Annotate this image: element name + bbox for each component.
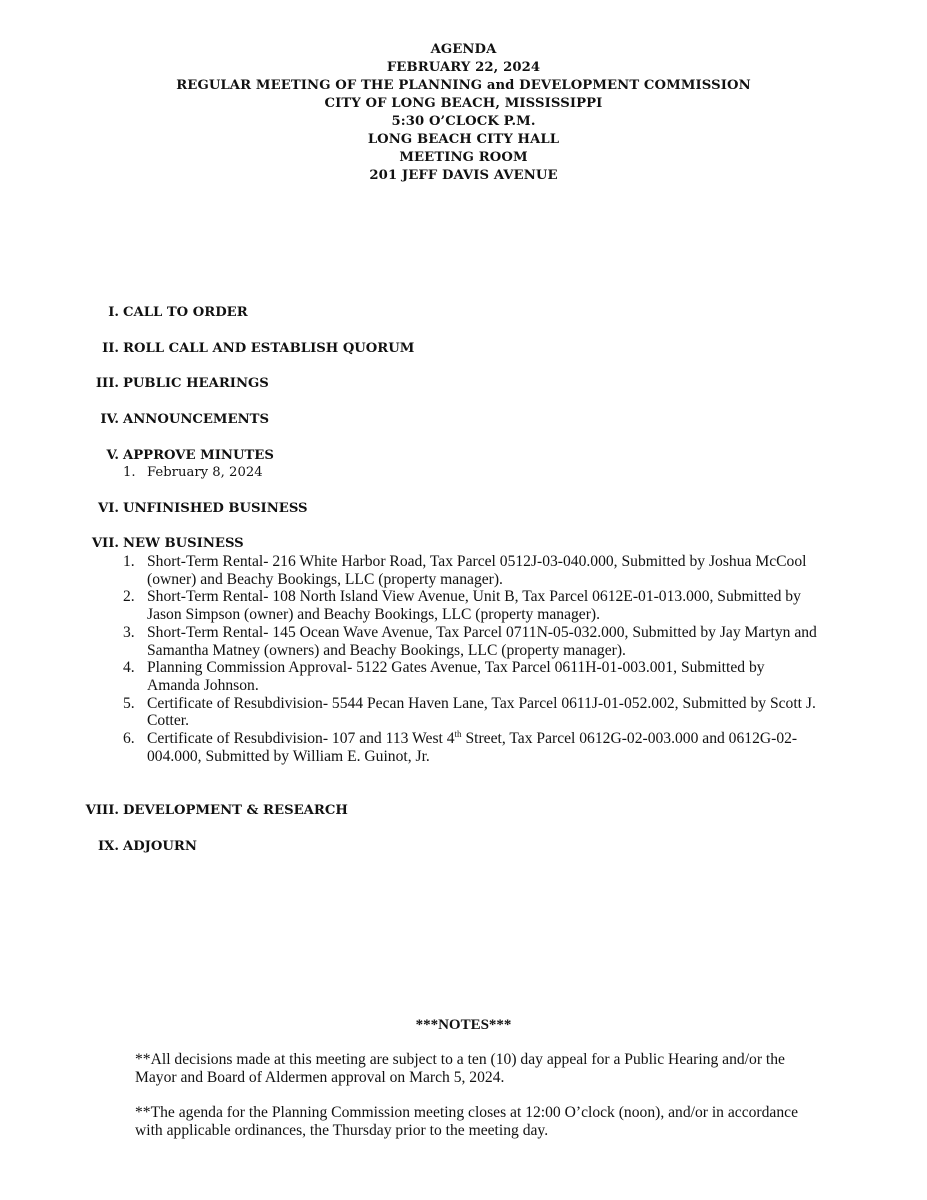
item-text-part: Street, Tax Parcel 0612G-02-003.000 and 0612G-02-004.000, Submitted by William E. Guinot, Jr.: [147, 730, 798, 765]
header-time: 5:30 O’CLOCK P.M.: [391, 114, 536, 129]
list-item: [0, 695, 817, 730]
item-text: Short-Term Rental- 216 White Harbor Road, Tax Parcel 0512J-03-040.000, Submitted by Joshua McCool (owner) and Beachy Bookings, LLC (property manager).: [147, 553, 807, 588]
header-meeting-type: REGULAR MEETING OF THE PLANNING and DEVELOPMENT COMMISSION: [176, 78, 751, 93]
header-date: FEBRUARY 22, 2024: [386, 60, 541, 75]
item-text: [147, 730, 817, 765]
section-title: ADJOURN: [123, 839, 197, 854]
section-number: IV.: [100, 412, 119, 427]
section-number: VIII.: [85, 803, 119, 818]
ordinal-suffix: th: [454, 728, 462, 739]
header-title: AGENDA: [430, 42, 497, 57]
section-title: APPROVE MINUTES: [123, 448, 274, 463]
section-title: CALL TO ORDER: [123, 305, 248, 320]
list-item: [0, 624, 817, 659]
item-number: 2.: [123, 588, 135, 606]
section-number: III.: [95, 376, 119, 391]
section-title: DEVELOPMENT & RESEARCH: [123, 803, 348, 818]
item-text: Planning Commission Approval- 5122 Gates Avenue, Tax Parcel 0611H-01-003.001, Submitted by Amanda Johnson.: [147, 659, 765, 694]
section-number: VII.: [91, 536, 119, 551]
item-text: Short-Term Rental- 145 Ocean Wave Avenue, Tax Parcel 0711N-05-032.000, Submitted by Jay Martyn and Samantha Matney (owners) and Beachy Bookings, LLC (property manager).: [147, 623, 817, 659]
item-text: Certificate of Resubdivision- 5544 Pecan Haven Lane, Tax Parcel 0611J-01-052.002, Submitted by Scott J. Cotter.: [147, 694, 816, 730]
list-item: [0, 730, 817, 765]
section-title: ROLL CALL AND ESTABLISH QUORUM: [123, 341, 415, 356]
item-number: 4.: [123, 659, 135, 677]
item-number: 5.: [123, 694, 135, 712]
item-number: 1.: [123, 553, 135, 570]
note-agenda-deadline: **The agenda for the Planning Commission meeting closes at 12:00 O’clock (noon), and/or in accordance with applicable ordinances, the Thursday prior to the meeting day.: [135, 1104, 798, 1139]
list-item: [0, 553, 817, 588]
header-address: 201 JEFF DAVIS AVENUE: [369, 168, 558, 183]
header-venue: LONG BEACH CITY HALL: [367, 132, 560, 147]
new-business-list: [0, 553, 927, 765]
item-number: 3.: [123, 623, 135, 641]
item-number: 1.: [123, 465, 136, 480]
section-number: IX.: [98, 839, 119, 854]
section-title: NEW BUSINESS: [123, 536, 244, 551]
item-number: 6.: [123, 730, 135, 748]
item-text: Short-Term Rental- 108 North Island View Avenue, Unit B, Tax Parcel 0612E-01-013.000, Submitted by Jason Simpson (owner) and Beachy Bookings, LLC (property manager).: [147, 588, 801, 624]
item-text: February 8, 2024: [147, 465, 263, 480]
item-text-part: Certificate of Resubdivision- 107 and 113 West 4: [147, 730, 455, 748]
agenda-header: [0, 41, 927, 185]
header-city: CITY OF LONG BEACH, MISSISSIPPI: [324, 96, 603, 111]
section-title: PUBLIC HEARINGS: [123, 376, 269, 391]
section-title: ANNOUNCEMENTS: [123, 412, 269, 427]
list-item: [0, 588, 817, 623]
note-appeal: **All decisions made at this meeting are subject to a ten (10) day appeal for a Public Hearing and/or the Mayor and Board of Aldermen approval on March 5, 2024.: [135, 1051, 785, 1086]
section-title: UNFINISHED BUSINESS: [123, 501, 308, 516]
notes-title: ***NOTES***: [415, 1017, 512, 1033]
list-item: [0, 659, 817, 694]
section-number: VI.: [98, 501, 119, 516]
header-room: MEETING ROOM: [399, 150, 528, 165]
section-number: II.: [102, 341, 119, 356]
section-number: I.: [108, 305, 119, 320]
section-number: V.: [106, 448, 119, 463]
